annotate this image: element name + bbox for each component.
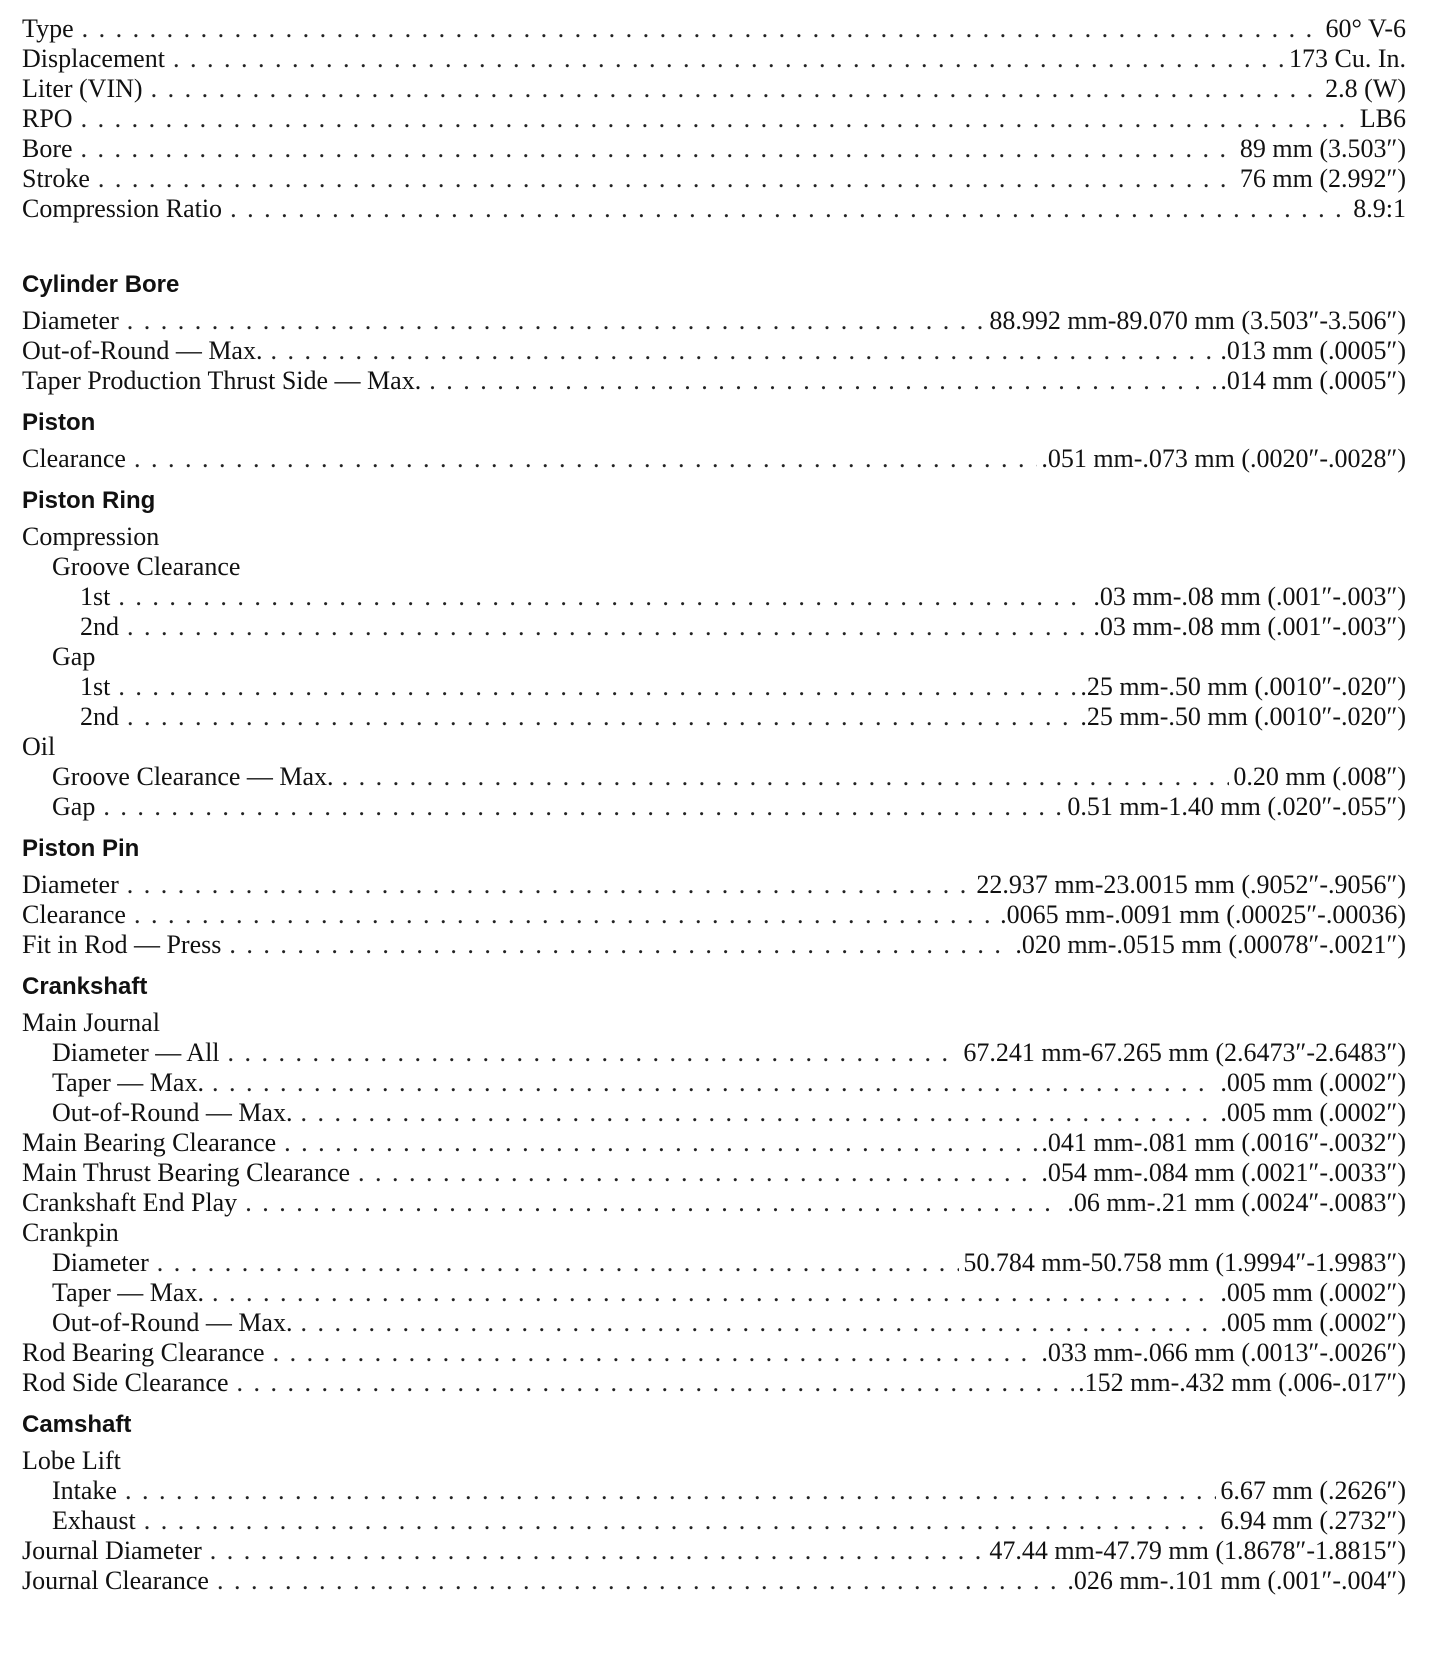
spec-label: Taper — Max. bbox=[52, 1068, 204, 1097]
sub-heading bbox=[22, 1218, 1406, 1248]
leader-dots bbox=[230, 194, 1349, 224]
spec-value: .020 mm-.0515 mm (.00078″-.0021″) bbox=[1015, 930, 1406, 959]
section-heading: Piston Pin bbox=[22, 835, 140, 862]
spacer bbox=[22, 224, 1406, 258]
spec-value: 6.94 mm (.2732″) bbox=[1220, 1506, 1406, 1535]
leader-dots bbox=[217, 1566, 1063, 1596]
spec-row-displacement bbox=[22, 44, 1406, 74]
spec-row bbox=[22, 1098, 1406, 1128]
leader-dots bbox=[81, 134, 1236, 164]
spec-label: Compression bbox=[22, 522, 160, 551]
spec-row bbox=[22, 366, 1406, 396]
spec-label: Liter (VIN) bbox=[22, 74, 143, 103]
spec-row bbox=[22, 672, 1406, 702]
spec-label: Stroke bbox=[22, 164, 90, 193]
spec-value: LB6 bbox=[1359, 104, 1406, 133]
spec-label: Displacement bbox=[22, 44, 165, 73]
leader-dots bbox=[98, 164, 1236, 194]
spec-label: Clearance bbox=[22, 444, 126, 473]
leader-dots bbox=[273, 1338, 1038, 1368]
leader-dots bbox=[173, 44, 1285, 74]
spec-row bbox=[22, 444, 1406, 474]
sub-heading bbox=[22, 732, 1406, 762]
spec-row bbox=[22, 1536, 1406, 1566]
spec-label: Rod Bearing Clearance bbox=[22, 1338, 265, 1367]
leader-dots bbox=[127, 306, 986, 336]
spec-row bbox=[22, 1338, 1406, 1368]
spec-value: 89 mm (3.503″) bbox=[1239, 134, 1406, 163]
spec-row bbox=[22, 612, 1406, 642]
spec-label: Main Journal bbox=[22, 1008, 160, 1037]
cylinder-bore-section bbox=[22, 270, 1406, 396]
crankshaft-section bbox=[22, 972, 1406, 1398]
spec-value: .041 mm-.081 mm (.0016″-.0032″) bbox=[1041, 1128, 1406, 1157]
sub-heading bbox=[22, 1008, 1406, 1038]
spec-value: 88.992 mm-89.070 mm (3.503″-3.506″) bbox=[989, 306, 1406, 335]
sub-heading bbox=[22, 552, 1406, 582]
leader-dots bbox=[300, 1098, 1216, 1128]
spec-row bbox=[22, 1476, 1406, 1506]
sub-heading bbox=[22, 522, 1406, 552]
spec-label: Oil bbox=[22, 732, 56, 761]
spec-value: .03 mm-.08 mm (.001″-.003″) bbox=[1093, 582, 1406, 611]
leader-dots bbox=[81, 104, 1356, 134]
spec-label: Bore bbox=[22, 134, 73, 163]
leader-dots bbox=[237, 1368, 1075, 1398]
spec-value: .25 mm-.50 mm (.0010″-.020″) bbox=[1080, 672, 1406, 701]
leader-dots bbox=[118, 672, 1076, 702]
spec-label: Crankshaft End Play bbox=[22, 1188, 238, 1217]
leader-dots bbox=[429, 366, 1216, 396]
spec-row bbox=[22, 1308, 1406, 1338]
spec-row bbox=[22, 1068, 1406, 1098]
spec-row bbox=[22, 762, 1406, 792]
leader-dots bbox=[157, 1248, 960, 1278]
spec-row bbox=[22, 702, 1406, 732]
spec-row bbox=[22, 306, 1406, 336]
sub-heading bbox=[22, 642, 1406, 672]
spec-label: Journal Clearance bbox=[22, 1566, 209, 1595]
spec-label: Diameter bbox=[52, 1248, 149, 1277]
spec-label: Fit in Rod — Press bbox=[22, 930, 222, 959]
spec-label: 2nd bbox=[80, 612, 119, 641]
spec-label: Rod Side Clearance bbox=[22, 1368, 229, 1397]
spec-label: Taper — Max. bbox=[52, 1278, 204, 1307]
spec-label: Diameter — All bbox=[52, 1038, 220, 1067]
leader-dots bbox=[284, 1128, 1037, 1158]
leader-dots bbox=[125, 1476, 1216, 1506]
spec-label: Main Thrust Bearing Clearance bbox=[22, 1158, 351, 1187]
spec-row bbox=[22, 1506, 1406, 1536]
spec-label: Main Bearing Clearance bbox=[22, 1128, 277, 1157]
spec-label: Clearance bbox=[22, 900, 126, 929]
spec-label: 1st bbox=[80, 672, 111, 701]
spec-label: Intake bbox=[52, 1476, 117, 1505]
spec-value: 47.44 mm-47.79 mm (1.8678″-1.8815″) bbox=[989, 1536, 1406, 1565]
leader-dots bbox=[212, 1278, 1216, 1308]
leader-dots bbox=[134, 444, 1037, 474]
spec-row bbox=[22, 870, 1406, 900]
spec-label: 2nd bbox=[80, 702, 119, 731]
spec-value: 6.67 mm (.2626″) bbox=[1220, 1476, 1406, 1505]
spec-label: Out-of-Round — Max. bbox=[52, 1098, 293, 1127]
leader-dots bbox=[134, 900, 996, 930]
spec-value: .06 mm-.21 mm (.0024″-.0083″) bbox=[1067, 1188, 1406, 1217]
spec-row bbox=[22, 1248, 1406, 1278]
spec-row bbox=[22, 1128, 1406, 1158]
spec-value: .005 mm (.0002″) bbox=[1220, 1278, 1406, 1307]
spec-row bbox=[22, 1158, 1406, 1188]
spec-label: Out-of-Round — Max. bbox=[52, 1308, 293, 1337]
camshaft-section bbox=[22, 1410, 1406, 1596]
leader-dots bbox=[342, 762, 1230, 792]
spec-row-stroke bbox=[22, 164, 1406, 194]
leader-dots bbox=[300, 1308, 1216, 1338]
spec-label: Diameter bbox=[22, 306, 119, 335]
piston-ring-section bbox=[22, 486, 1406, 822]
spec-row bbox=[22, 336, 1406, 366]
leader-dots bbox=[210, 1536, 986, 1566]
spec-value: .005 mm (.0002″) bbox=[1220, 1308, 1406, 1337]
section-heading: Cylinder Bore bbox=[22, 271, 180, 298]
leader-dots bbox=[82, 14, 1322, 44]
spec-label: Out-of-Round — Max. bbox=[22, 336, 263, 365]
spec-value: 8.9:1 bbox=[1353, 194, 1406, 223]
leader-dots bbox=[127, 870, 973, 900]
spec-row bbox=[22, 1566, 1406, 1596]
sub-heading bbox=[22, 1446, 1406, 1476]
spec-value: 2.8 (W) bbox=[1325, 74, 1406, 103]
spec-value: .026 mm-.101 mm (.001″-.004″) bbox=[1067, 1566, 1406, 1595]
spec-value: .013 mm (.0005″) bbox=[1220, 336, 1406, 365]
piston-section bbox=[22, 408, 1406, 474]
spec-value: .0065 mm-.0091 mm (.00025″-.00036) bbox=[1000, 900, 1406, 929]
spec-label: Type bbox=[22, 14, 74, 43]
spec-row-bore bbox=[22, 134, 1406, 164]
spec-value: 0.20 mm (.008″) bbox=[1233, 762, 1406, 791]
section-heading: Piston bbox=[22, 409, 96, 436]
spec-label: Compression Ratio bbox=[22, 194, 223, 223]
section-heading: Piston Ring bbox=[22, 487, 156, 514]
spec-label: RPO bbox=[22, 104, 73, 133]
spec-label: Diameter bbox=[22, 870, 119, 899]
spec-value: 60° V-6 bbox=[1325, 14, 1406, 43]
spec-row bbox=[22, 792, 1406, 822]
spec-row bbox=[22, 1188, 1406, 1218]
spec-value: .25 mm-.50 mm (.0010″-.020″) bbox=[1080, 702, 1406, 731]
spec-value: .03 mm-.08 mm (.001″-.003″) bbox=[1093, 612, 1406, 641]
spec-row bbox=[22, 1278, 1406, 1308]
spec-value: .005 mm (.0002″) bbox=[1220, 1068, 1406, 1097]
spec-value: 0.51 mm-1.40 mm (.020″-.055″) bbox=[1067, 792, 1406, 821]
spec-value: .014 mm (.0005″) bbox=[1220, 366, 1406, 395]
spec-value: .051 mm-.073 mm (.0020″-.0028″) bbox=[1041, 444, 1406, 473]
leader-dots bbox=[229, 930, 1011, 960]
spec-row-compression-ratio bbox=[22, 194, 1406, 224]
spec-label: Exhaust bbox=[52, 1506, 136, 1535]
spec-value: 76 mm (2.992″) bbox=[1239, 164, 1406, 193]
spec-label: Groove Clearance bbox=[52, 552, 241, 581]
spec-row-liter bbox=[22, 74, 1406, 104]
leader-dots bbox=[270, 336, 1216, 366]
spec-row-rpo bbox=[22, 104, 1406, 134]
spec-value: 67.241 mm-67.265 mm (2.6473″-2.6483″) bbox=[963, 1038, 1406, 1067]
leader-dots bbox=[127, 702, 1076, 732]
spec-row bbox=[22, 900, 1406, 930]
leader-dots bbox=[118, 582, 1089, 612]
spec-value: 22.937 mm-23.0015 mm (.9052″-.9056″) bbox=[976, 870, 1406, 899]
leader-dots bbox=[212, 1068, 1216, 1098]
spec-label: 1st bbox=[80, 582, 111, 611]
spec-sheet bbox=[22, 14, 1406, 1596]
leader-dots bbox=[144, 1506, 1217, 1536]
general-section bbox=[22, 14, 1406, 224]
leader-dots bbox=[127, 612, 1089, 642]
leader-dots bbox=[358, 1158, 1037, 1188]
spec-row-type bbox=[22, 14, 1406, 44]
spec-label: Crankpin bbox=[22, 1218, 119, 1247]
spec-label: Gap bbox=[52, 792, 96, 821]
spec-value: 173 Cu. In. bbox=[1289, 44, 1406, 73]
spec-value: .152 mm-.432 mm (.006-.017″) bbox=[1078, 1368, 1406, 1397]
spec-label: Lobe Lift bbox=[22, 1446, 121, 1475]
spec-label: Groove Clearance — Max. bbox=[52, 762, 334, 791]
piston-pin-section bbox=[22, 834, 1406, 960]
leader-dots bbox=[228, 1038, 960, 1068]
spec-value: .033 mm-.066 mm (.0013″-.0026″) bbox=[1041, 1338, 1406, 1367]
spec-label: Taper Production Thrust Side — Max. bbox=[22, 366, 422, 395]
leader-dots bbox=[103, 792, 1063, 822]
spec-label: Journal Diameter bbox=[22, 1536, 202, 1565]
spec-value: .054 mm-.084 mm (.0021″-.0033″) bbox=[1041, 1158, 1406, 1187]
leader-dots bbox=[151, 74, 1322, 104]
spec-row bbox=[22, 1038, 1406, 1068]
spec-row bbox=[22, 582, 1406, 612]
spec-value: 50.784 mm-50.758 mm (1.9994″-1.9983″) bbox=[963, 1248, 1406, 1277]
section-heading: Crankshaft bbox=[22, 973, 148, 1000]
spec-row bbox=[22, 1368, 1406, 1398]
spec-row bbox=[22, 930, 1406, 960]
leader-dots bbox=[245, 1188, 1063, 1218]
section-heading: Camshaft bbox=[22, 1411, 132, 1438]
spec-value: .005 mm (.0002″) bbox=[1220, 1098, 1406, 1127]
spec-label: Gap bbox=[52, 642, 96, 671]
